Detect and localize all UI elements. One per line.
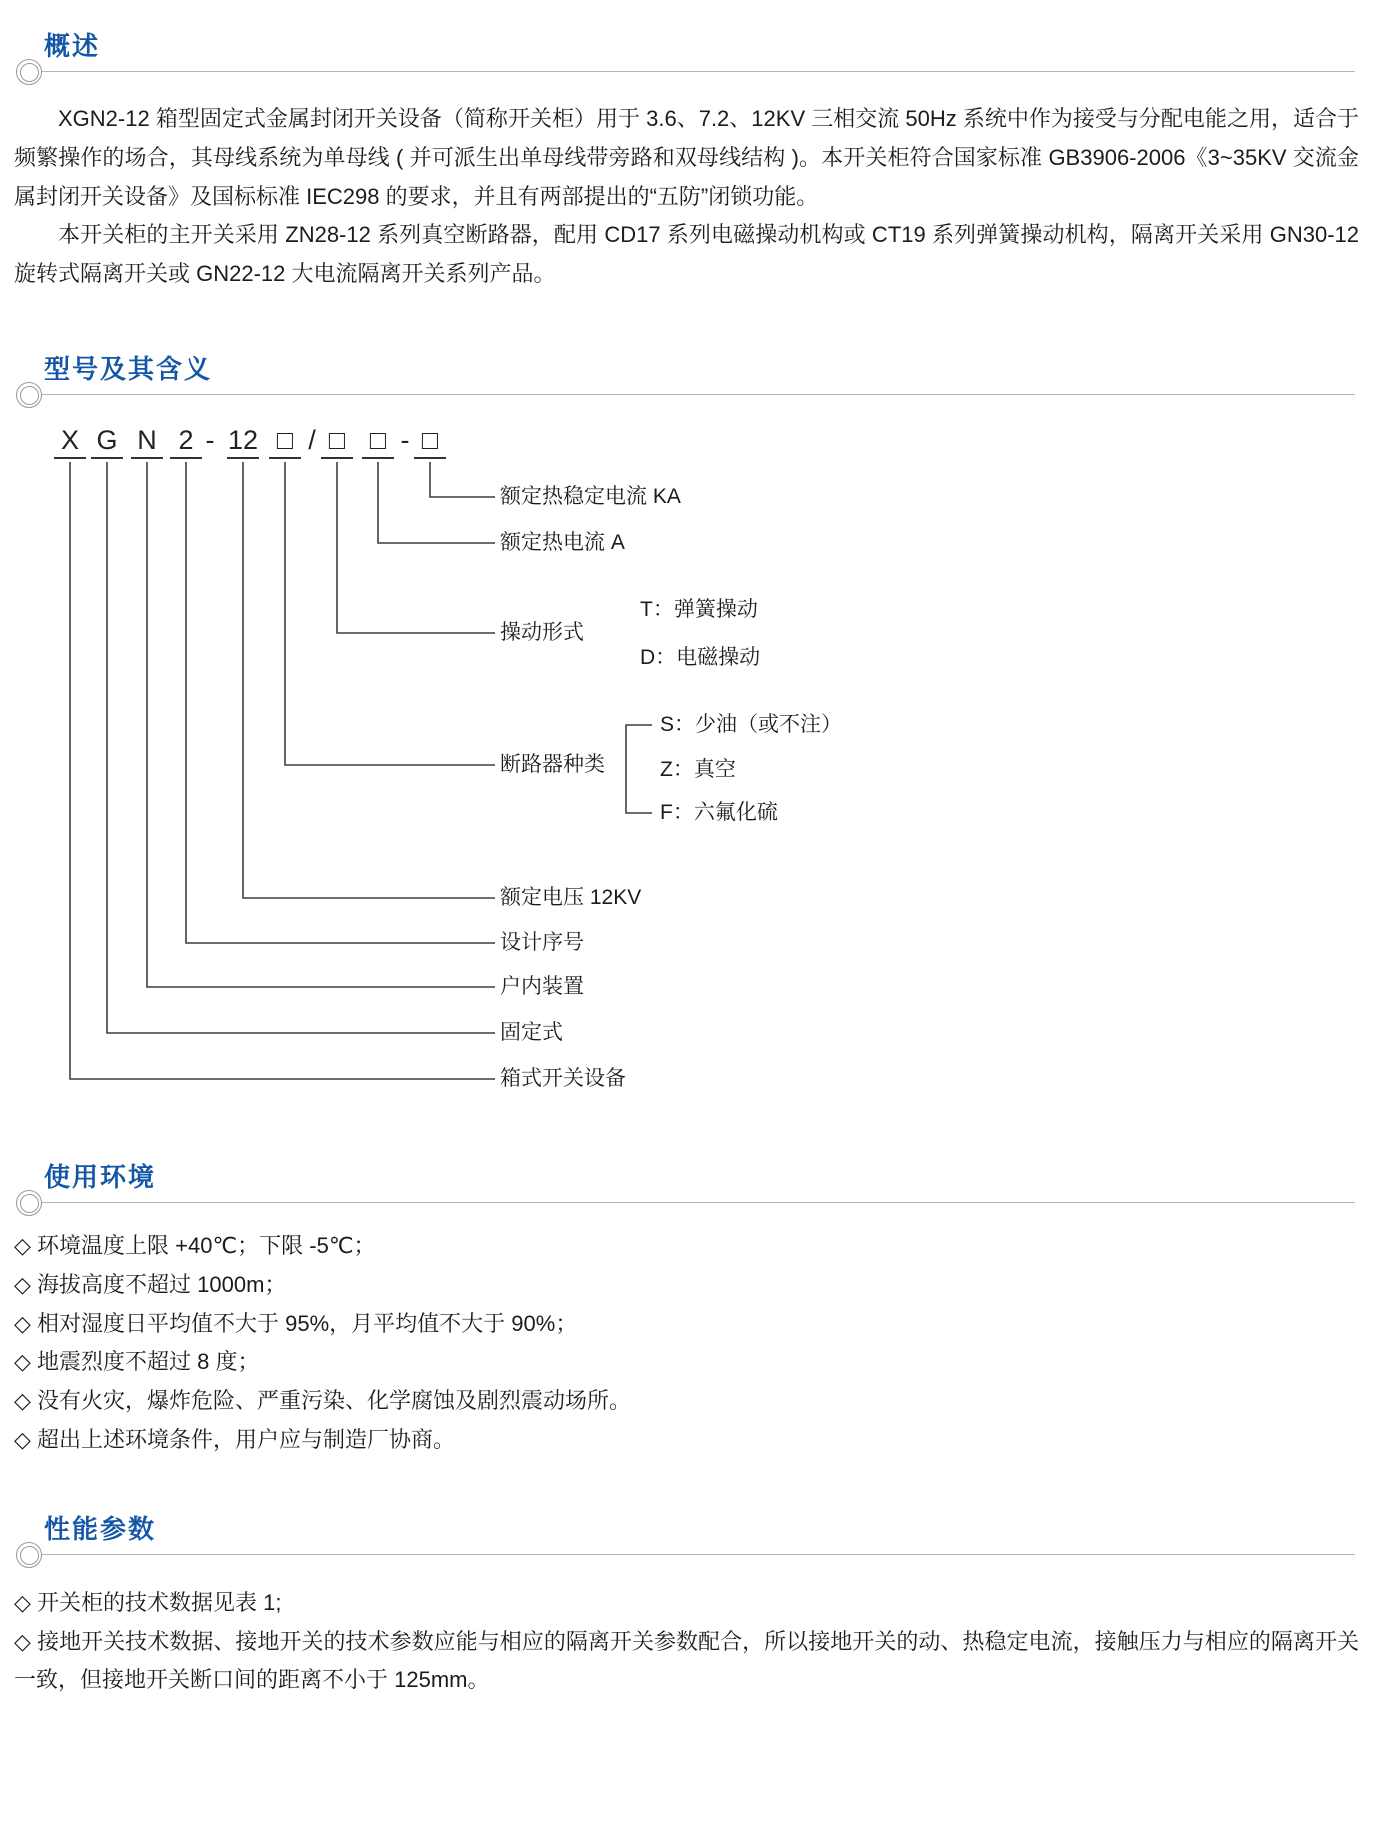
section-bullet-icon xyxy=(16,1190,42,1216)
diagram-label-rated-thermal-stability-current: 额定热稳定电流 KA xyxy=(500,485,681,508)
section-bullet-icon xyxy=(16,1542,42,1568)
connector-line xyxy=(285,462,495,765)
connector-line xyxy=(378,462,495,543)
operation-option-electromagnetic: D：电磁操动 xyxy=(640,646,761,669)
section-divider xyxy=(42,394,1355,395)
overview-paragraph-2: 本开关柜的主开关采用 ZN28-12 系列真空断路器，配用 CD17 系列电磁操动机构或 CT19 系列弹簧操动机构，隔离开关采用 GN30-12 旋转式隔离开关或 GN22-12 大电流隔离开关系列产品。 xyxy=(14,222,1359,287)
model-code-placeholder-box: □ xyxy=(362,425,394,459)
model-code-diagram xyxy=(0,415,1373,1105)
model-code-symbol: 12 xyxy=(227,425,259,459)
diagram-label-design-serial: 设计序号 xyxy=(500,931,584,954)
performance-item: ◇ 开关柜的技术数据见表 1; xyxy=(14,1590,282,1615)
diagram-label-rated-voltage: 额定电压 12KV xyxy=(500,886,642,909)
diagram-label-rated-thermal-current: 额定热电流 A xyxy=(500,531,625,554)
overview-paragraphs xyxy=(14,100,1359,294)
environment-item: ◇ 环境温度上限 +40℃；下限 -5℃； xyxy=(14,1233,376,1258)
environment-item: ◇ 没有火灾，爆炸危险、严重污染、化学腐蚀及剧烈震动场所。 xyxy=(14,1388,632,1414)
section-header-model xyxy=(0,349,1373,395)
section-divider xyxy=(42,71,1355,72)
breaker-options-bracket xyxy=(626,725,652,813)
environment-item: ◇ 相对湿度日平均值不大于 95%，月平均值不大于 90%； xyxy=(14,1310,578,1336)
breaker-option-vacuum: Z：真空 xyxy=(660,758,736,781)
environment-item: ◇ 地震烈度不超过 8 度； xyxy=(14,1349,260,1375)
environment-item: ◇ 超出上述环境条件，用户应与制造厂协商。 xyxy=(14,1426,456,1452)
environment-list xyxy=(14,1227,1359,1460)
model-code-symbol: X xyxy=(54,425,86,459)
connector-line xyxy=(430,462,495,497)
breaker-option-sf6: F：六氟化硫 xyxy=(660,801,778,824)
connector-line xyxy=(107,462,495,1033)
operation-option-spring: T：弹簧操动 xyxy=(640,598,758,621)
section-divider xyxy=(42,1202,1355,1203)
connector-line xyxy=(243,462,495,898)
breaker-option-oil: S：少油（或不注） xyxy=(660,713,843,736)
diagram-label-indoor-device: 户内装置 xyxy=(500,975,584,998)
diagram-label-box-switchgear: 箱式开关设备 xyxy=(500,1067,626,1090)
section-title-performance: 性能参数 xyxy=(44,1514,157,1544)
connector-line xyxy=(186,462,495,943)
section-bullet-icon xyxy=(16,382,42,408)
model-code-placeholder-box: □ xyxy=(321,425,353,459)
model-code-symbol: 2 xyxy=(170,425,202,459)
model-code-separator: - xyxy=(205,425,215,455)
section-bullet-icon xyxy=(16,59,42,85)
environment-item: ◇ 海拔高度不超过 1000m； xyxy=(14,1271,287,1297)
section-header-environment xyxy=(0,1157,1373,1203)
section-title-environment: 使用环境 xyxy=(44,1162,157,1192)
section-divider xyxy=(42,1554,1355,1555)
section-header-overview xyxy=(0,26,1373,72)
overview-paragraph-1: XGN2-12 箱型固定式金属封闭开关设备（简称开关柜）用于 3.6、7.2、12KV 三相交流 50Hz 系统中作为接受与分配电能之用，适合于频繁操作的场合，其母线系统为单母线 ( 并可派生出单母线带旁路和双母线结构 )。本开关柜符合国家标准 GB3906-2006《3~35KV 交流金属封闭开关设备》及国标标准 IEC298 的要求，并且有两部提出的“五防”闭锁功能。 xyxy=(14,106,1359,209)
section-title-overview: 概述 xyxy=(44,31,101,61)
model-code-separator: / xyxy=(308,425,316,455)
section-header-performance xyxy=(0,1509,1373,1555)
diagram-label-fixed-type: 固定式 xyxy=(500,1021,563,1044)
section-title-model: 型号及其含义 xyxy=(44,354,213,384)
performance-list xyxy=(14,1584,1359,1699)
model-code-separator: - xyxy=(400,425,410,455)
model-code-placeholder-box: □ xyxy=(414,425,446,459)
model-code-symbol: G xyxy=(91,425,123,459)
diagram-label-breaker-type: 断路器种类 xyxy=(500,753,605,776)
model-code-symbol: N xyxy=(131,425,163,459)
diagram-label-operation-type: 操动形式 xyxy=(500,621,584,644)
model-code-placeholder-box: □ xyxy=(269,425,301,459)
connector-line xyxy=(337,462,495,633)
performance-item: ◇ 接地开关技术数据、接地开关的技术参数应能与相应的隔离开关参数配合，所以接地开关的动、热稳定电流，接触压力与相应的隔离开关一致，但接地开关断口间的距离不小于 125mm。 xyxy=(14,1628,1359,1692)
connector-line xyxy=(147,462,495,987)
